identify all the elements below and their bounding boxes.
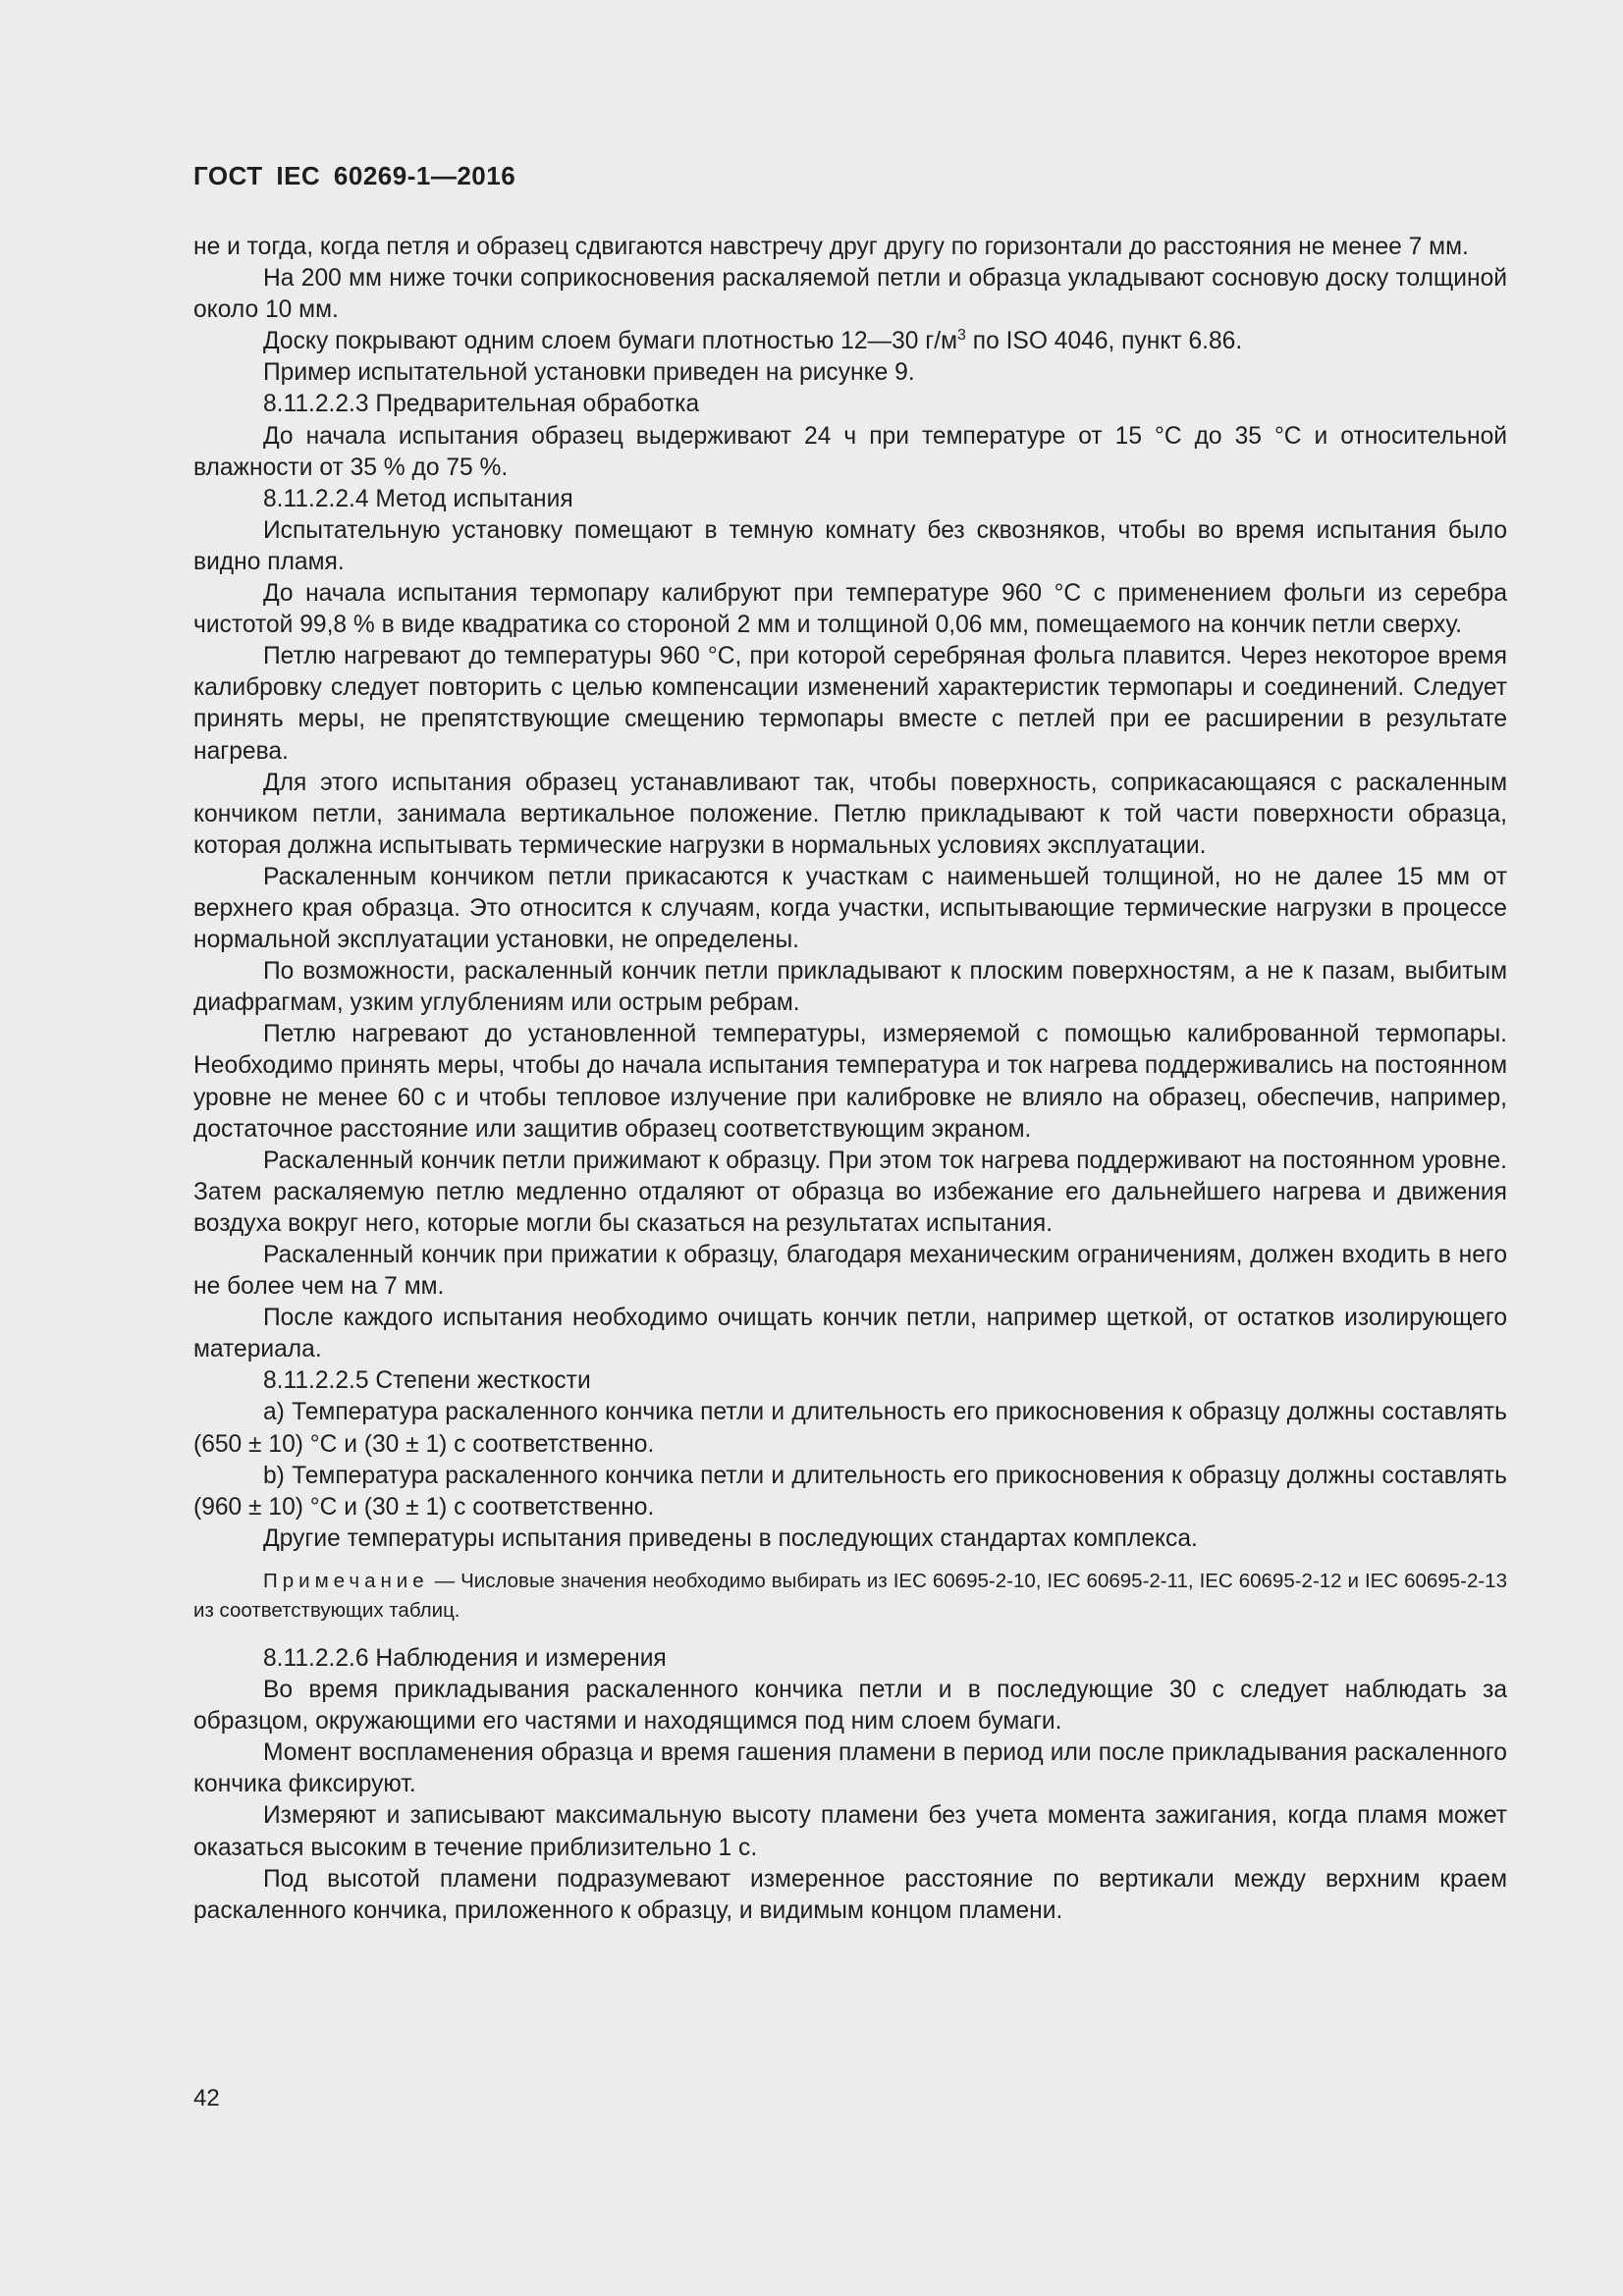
document-body <box>193 232 1507 1927</box>
paragraph: Для этого испытания образец устанавливают так, чтобы поверхность, соприкасающаяся с раскаленным кончиком петли, занимала вертикальное положение. Петлю прикладывают к той части поверхности образца, которая должна испытывать термические нагрузки в нормальных условиях эксплуатации. <box>193 769 1507 859</box>
paragraph: Под высотой пламени подразумевают измеренное расстояние по вертикали между верхним краем раскаленного кончика, приложенного к образцу, и видимым концом пламени. <box>193 1865 1507 1924</box>
note <box>193 1567 1507 1626</box>
paragraph-text: по ISO 4046, пункт 6.86. <box>965 328 1243 355</box>
paragraph: Петлю нагревают до температуры 960 °С, при которой серебряная фольга плавится. Через некоторое время калибровку следует повторить с целью компенсации изменений характеристик термопары и соединений. Следует принять меры, не препятствующие смещению термопары вместе с петлей при ее расширении в результате нагрева. <box>193 643 1507 765</box>
paragraph: Раскаленный кончик петли прижимают к образцу. При этом ток нагрева поддерживают на постоянном уровне. Затем раскаляемую петлю медленно отдаляют от образца во избежание его дальнейшего нагрева и движения воздуха вокруг него, которые могли бы сказаться на результатах испытания. <box>193 1147 1507 1237</box>
paragraph: Другие температуры испытания приведены в последующих стандартах комплекса. <box>263 1524 1198 1552</box>
paragraph: Пример испытательной установки приведен на рисунке 9. <box>263 359 915 387</box>
paragraph: По возможности, раскаленный кончик петли прикладывают к плоским поверхностям, а не к пазам, выбитым диафрагмам, узким углублениям или острым ребрам. <box>193 958 1507 1017</box>
paragraph: Момент воспламенения образца и время гашения пламени в период или после прикладывания раскаленного кончика фиксируют. <box>193 1739 1507 1798</box>
section-heading: 8.11.2.2.6 Наблюдения и измерения <box>263 1644 667 1672</box>
section-heading: 8.11.2.2.5 Степени жесткости <box>263 1367 591 1395</box>
list-item: a) Температура раскаленного кончика петли и длительность его прикосновения к образцу должны составлять (650 ± 10) °С и (30 ± 1) с соответственно. <box>193 1399 1507 1458</box>
paragraph: Раскаленный кончик при прижатии к образцу, благодаря механическим ограничениям, должен входить в него не более чем на 7 мм. <box>193 1242 1507 1301</box>
document-header: ГОСТ IEC 60269-1—2016 <box>193 161 516 190</box>
section-heading: 8.11.2.2.3 Предварительная обработка <box>263 391 700 418</box>
paragraph: На 200 мм ниже точки соприкосновения раскаляемой петли и образца укладывают сосновую доску толщиной около 10 мм. <box>193 265 1507 324</box>
note-label: Примечание <box>263 1569 429 1592</box>
paragraph: Измеряют и записывают максимальную высоту пламени без учета момента зажигания, когда пламя может оказаться высоким в течение приблизительно 1 с. <box>193 1802 1507 1861</box>
paragraph: До начала испытания образец выдерживают 24 ч при температуре от 15 °С до 35 °С и относительной влажности от 35 % до 75 %. <box>193 422 1507 481</box>
list-item: b) Температура раскаленного кончика петли и длительность его прикосновения к образцу должны составлять (960 ± 10) °С и (30 ± 1) с соответственно. <box>193 1462 1507 1521</box>
paragraph: Раскаленным кончиком петли прикасаются к участкам с наименьшей толщиной, но не далее 15 мм от верхнего края образца. Это относится к случаям, когда участки, испытывающие термические нагрузки в процессе нормальной эксплуатации установки, не определены. <box>193 863 1507 954</box>
paragraph: Петлю нагревают до установленной температуры, измеряемой с помощью калиброванной термопары. Необходимо принять меры, чтобы до начала испытания температура и ток нагрева поддерживались на постоянном уровне не менее 60 с и чтобы тепловое излучение при калибровке не влияло на образец, обеспечив, например, достаточное расстояние или защитив образец соответствующим экраном. <box>193 1021 1507 1143</box>
paragraph: До начала испытания термопару калибруют при температуре 960 °С с применением фольги из серебра чистотой 99,8 % в виде квадратика со стороной 2 мм и толщиной 0,06 мм, помещаемого на кончик петли сверху. <box>193 580 1507 639</box>
paragraph <box>193 326 1507 357</box>
note-text: — Числовые значения необходимо выбирать из IEC 60695-2-10, IEC 60695-2-11, IEC 60695-2-12 и IEC 60695-2-13 из соответствующих таблиц. <box>193 1569 1507 1622</box>
paragraph: не и тогда, когда петля и образец сдвигаются навстречу друг другу по горизонтали до расстояния не менее 7 мм. <box>193 234 1469 260</box>
section-heading: 8.11.2.2.4 Метод испытания <box>263 485 573 512</box>
paragraph: После каждого испытания необходимо очищать кончик петли, например щеткой, от остатков изолирующего материала. <box>193 1305 1507 1363</box>
page-number: 42 <box>193 2085 220 2111</box>
paragraph: Испытательную установку помещают в темную комнату без сквозняков, чтобы во время испытания было видно пламя. <box>193 516 1507 575</box>
paragraph: Во время прикладывания раскаленного кончика петли и в последующие 30 с следует наблюдать за образцом, окружающими его частями и находящимся под ним слоем бумаги. <box>193 1677 1507 1735</box>
superscript: 3 <box>957 327 966 345</box>
paragraph-text: Доску покрывают одним слоем бумаги плотностью 12—30 г/м <box>263 328 958 355</box>
